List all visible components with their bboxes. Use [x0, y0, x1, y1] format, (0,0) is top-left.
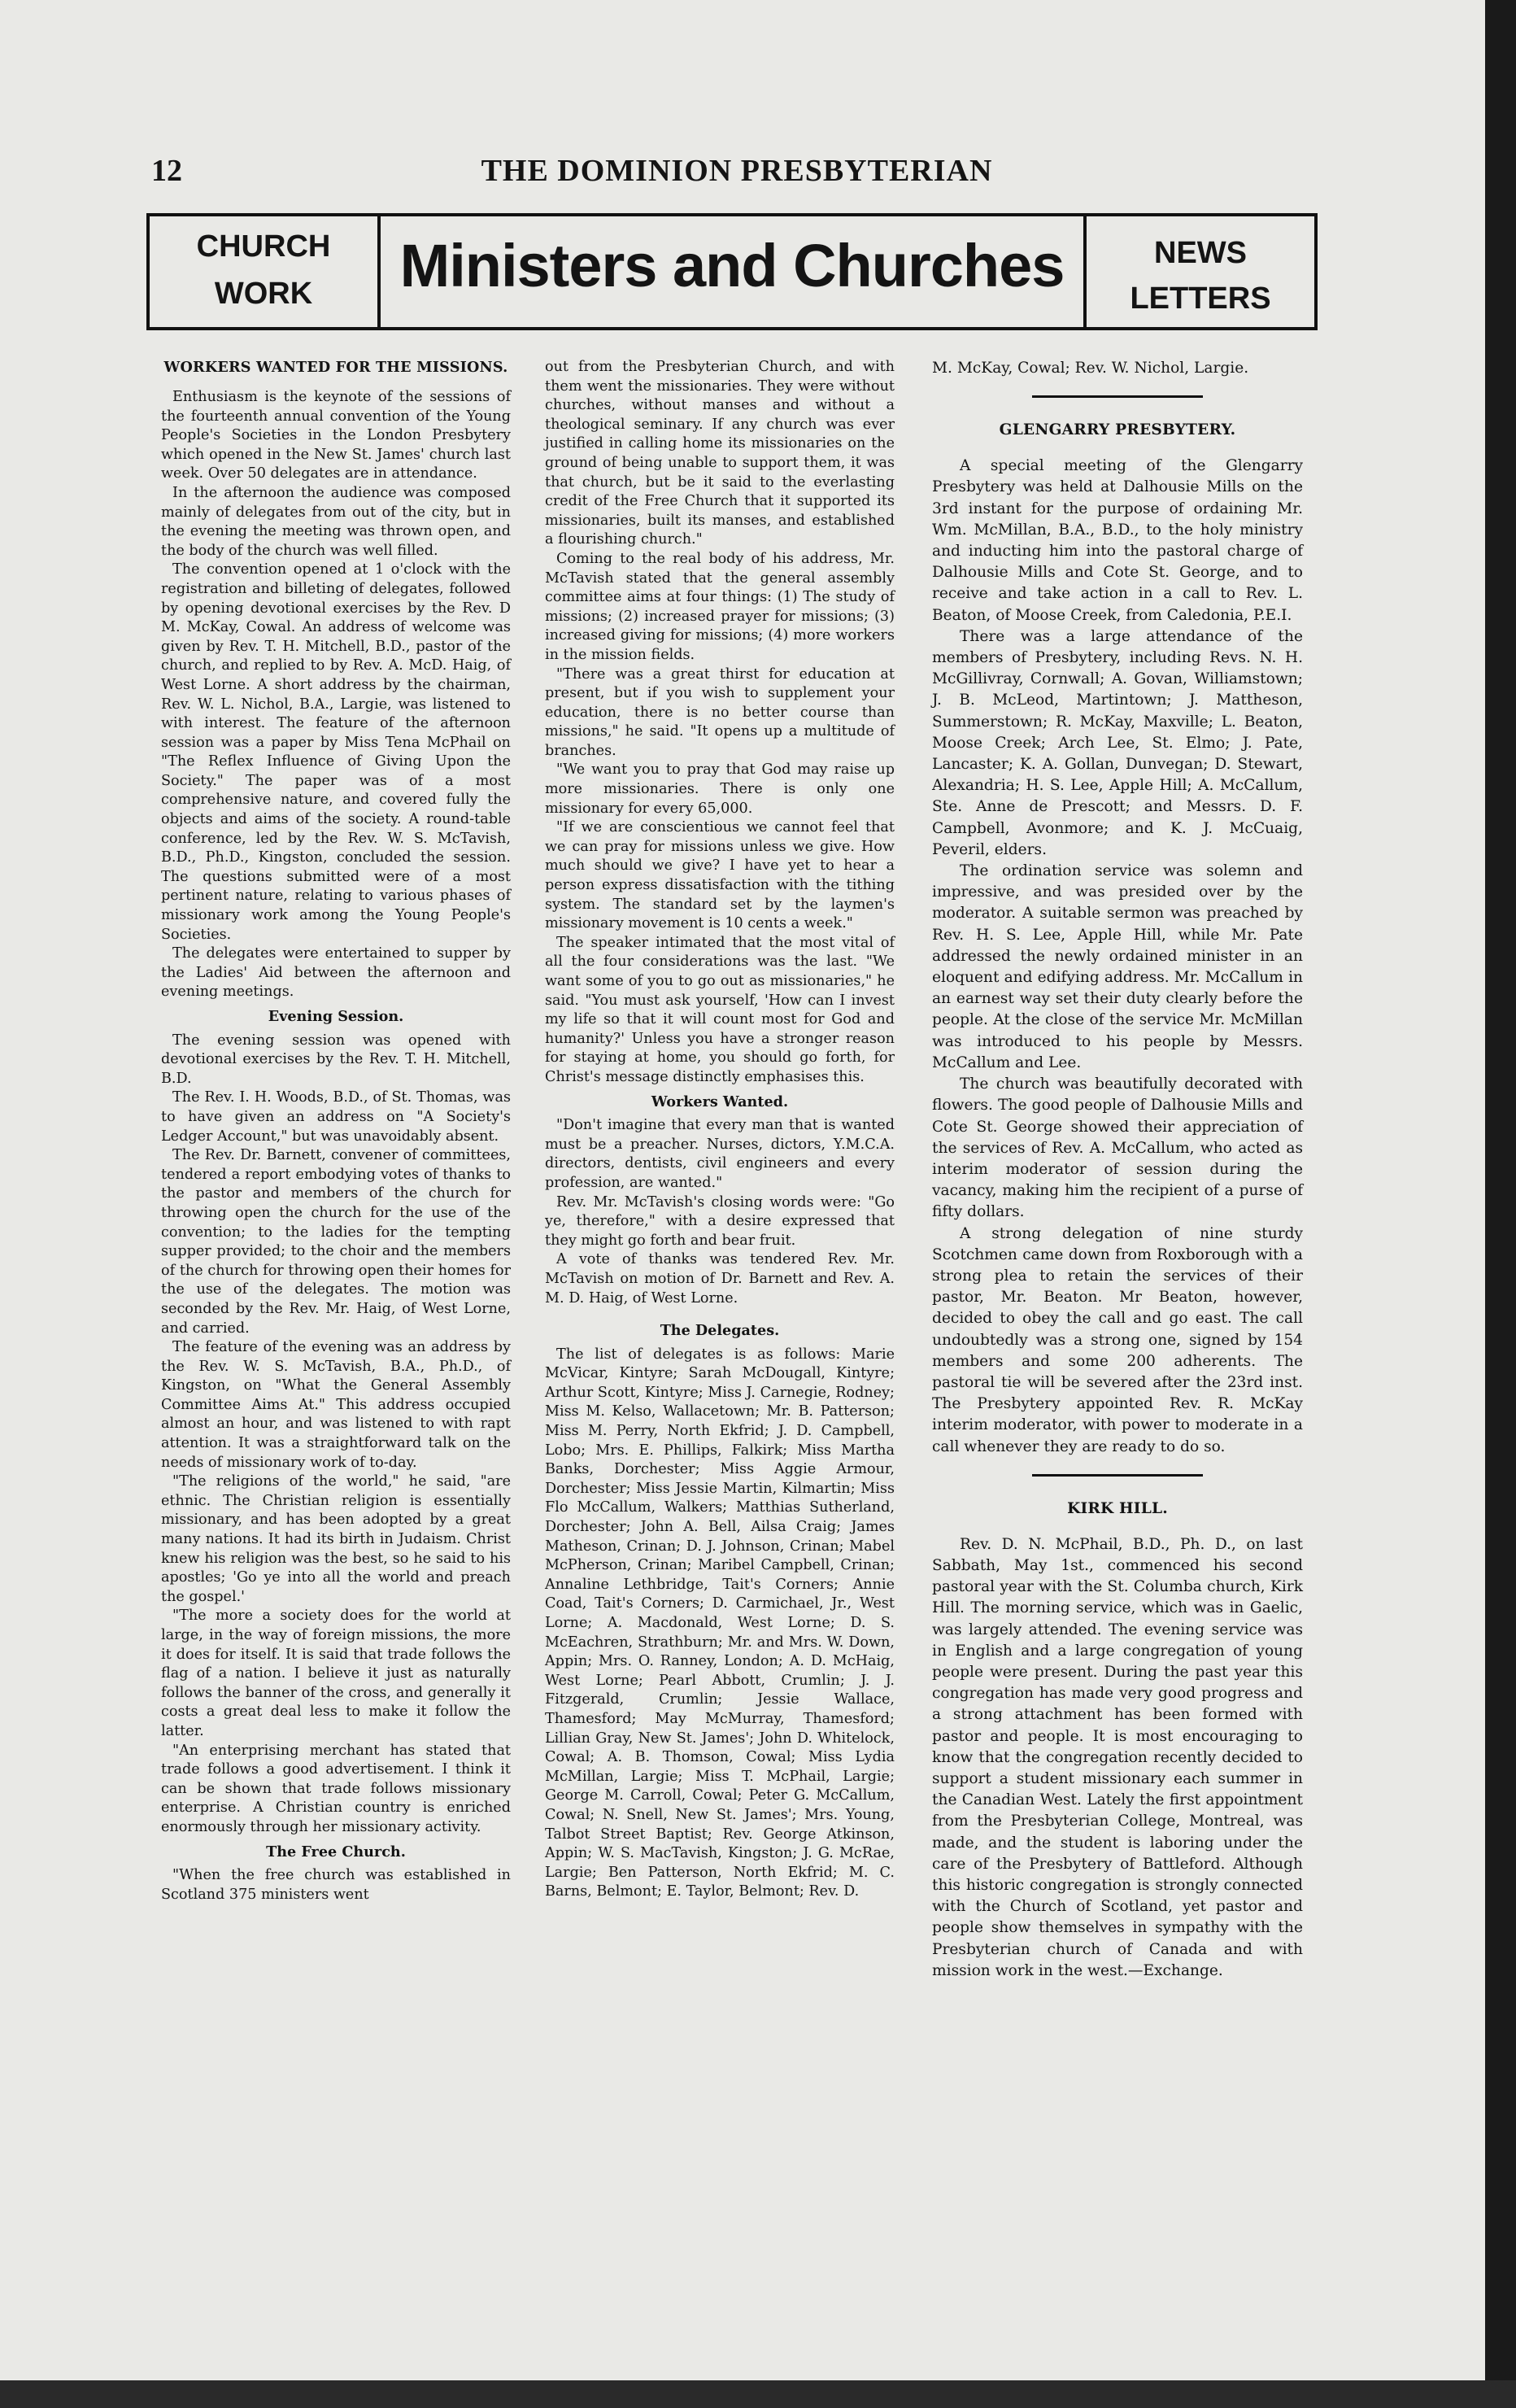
masthead-right-line1: NEWS — [1154, 236, 1247, 270]
paragraph: Rev. Mr. McTavish's closing words were: "Go ye, therefore," with a desire expressed that they might go forth and bear fruit. — [545, 1193, 895, 1249]
paragraph: A vote of thanks was tendered Rev. Mr. McTavish on motion of Dr. Barnett and Rev. A. M. D. Haig, of West Lorne. — [545, 1251, 895, 1307]
article-heading-kirk-hill: KIRK HILL. — [1067, 1499, 1168, 1517]
paragraph: The list of delegates is as follows: Marie McVicar, Kintyre; Sarah McDougall, Kintyre; Arthur Scott, Kintyre; Miss J. Carnegie, Rodney; Miss M. Kelso, Wallacetown; Mr. B. Patterson; Miss M. Perry, North Ekfrid; J. D. Campbell, Lobo; Mrs. E. Phillips, Falkirk; Miss Martha Banks, Dorchester; Miss Aggie Armour, Dorchester; Miss Jessie Martin, Kilmartin; Miss Flo McCallum, Walkers; Matthias Sutherland, Dorchester; John A. Bell, Ailsa Craig; James Matheson, Crinan; D. J. Johnson, Crinan; Mabel McPherson, Crinan; Maribel Campbell, Crinan; Annaline Lethbridge, Tait's Corners; Annie Coad, Tait's Corners; D. Carmichael, Jr., West Lorne; A. Macdonald, West Lorne; D. S. McEachren, Strathburn; Mr. and Mrs. W. Down, Appin; Mrs. O. Ranney, London; A. D. McHaig, West Lorne; Pearl Abbott, Crumlin; J. J. Fitzgerald, Crumlin; Jessie Wallace, Thamesford; May McMurray, Thamesford; Lillian Gray, New St. James'; John D. Whitelock, Cowal; A. B. Thomson, Cowal; Miss Lydia McMillan, Largie; Miss T. McPhail, Largie; George M. Carroll, Cowal; Peter G. McCallum, Cowal; N. Snell, New St. James'; Mrs. Young, Talbot Street Baptist; Rev. George Atkinson, Appin; W. S. MacTavish, Kingston; J. G. McRae, Largie; Ben Patterson, North Ekfrid; M. C. Barns, Belmont; E. Taylor, Belmont; Rev. D. — [545, 1346, 895, 1900]
paragraph: "An enterprising merchant has stated that trade follows a good advertisement. I think it can be shown that trade follows missionary enterprise. A Christian country is enriched enormously through her missionary activity. — [161, 1742, 511, 1835]
column-1 — [161, 358, 511, 1904]
paragraph: The feature of the evening was an address by the Rev. W. S. McTavish, B.A., Ph.D., of Kingston, on "What the General Assembly Committee Aims At." This address occupied almost an hour, and was listened to with rapt attention. It was a straightforward talk on the needs of missionary work of to-day. — [161, 1339, 511, 1471]
article-heading-workers-wanted: WORKERS WANTED FOR THE MISSIONS. — [163, 359, 508, 376]
paragraph: "If we are conscientious we cannot feel that we can pray for missions unless we give. How much should we give? I have yet to hear a person express dissatisfaction with the tithing system. The standard set by the laymen's missionary movement is 10 cents a week." — [545, 819, 895, 932]
paragraph: The church was beautifully decorated with flowers. The good people of Dalhousie Mills and Cote St. George showed their appreciation of the services of Rev. A. McCallum, who acted as interim moderator of session during the vacancy, making him the recipient of a purse of fifty dollars. — [932, 1075, 1303, 1221]
masthead-left-line2: WORK — [214, 277, 313, 311]
masthead-right-box — [1083, 216, 1314, 327]
page-number: 12 — [151, 154, 182, 188]
running-head — [151, 153, 1322, 198]
page-edge-shadow — [1485, 0, 1516, 2408]
paragraph: "The religions of the world," he said, "are ethnic. The Christian religion is essentially missionary, and has been adopted by a great many nations. It had its birth in Judaism. Christ knew his religion was the best, so he said to his apostles; 'Go ye into all the world and preach the gospel.' — [161, 1473, 511, 1605]
section-masthead — [146, 213, 1318, 330]
paragraph: M. McKay, Cowal; Rev. W. Nichol, Largie. — [932, 360, 1249, 377]
subheading-delegates: The Delegates. — [660, 1322, 780, 1340]
subheading-free-church: The Free Church. — [266, 1843, 406, 1861]
section-divider — [1032, 1474, 1203, 1477]
publication-title: THE DOMINION PRESBYTERIAN — [481, 154, 993, 188]
paragraph: The speaker intimated that the most vital of all the four considerations was the last. "We want some of you to go out as missionaries," he said. "You must ask yourself, 'How can I invest my life so that it will count most for God and humanity?' Unless you have a stronger reason for staying at home, you should go forth, for Christ's message distinctly emphasises this. — [545, 934, 895, 1085]
paragraph: "Don't imagine that every man that is wanted must be a preacher. Nurses, dictors, Y.M.C.A. directors, dentists, civil engineers and every profession, are wanted." — [545, 1117, 895, 1191]
paragraph: Coming to the real body of his address, Mr. McTavish stated that the general assembly committee aims at four things: (1) The study of missions; (2) increased prayer for missions; (3) increased giving for missions; (4) more workers in the mission fields. — [545, 550, 895, 663]
section-title: Ministers and Churches — [399, 232, 1065, 299]
masthead-right-line2: LETTERS — [1130, 281, 1271, 316]
paragraph: The convention opened at 1 o'clock with the registration and billeting of delegates, followed by opening devotional exercises by the Rev. D M. McKay, Cowal. An address of welcome was given by Rev. T. H. Mitchell, B.D., pastor of the church, and replied to by Rev. A. McD. Haig, of West Lorne. A short address by the chairman, Rev. W. L. Nichol, B.A., Largie, was listened to with interest. The feature of the afternoon session was a paper by Miss Tena McPhail on "The Reflex Influence of Giving Upon the Society." The paper was of a most comprehensive nature, and covered fully the objects and aims of the society. A round-table conference, led by the Rev. W. S. McTavish, B.D., Ph.D., Kingston, concluded the session. The questions submitted were of a most pertinent nature, relating to various phases of missionary work among the Young People's Societies. — [161, 561, 511, 943]
page-bottom-shadow — [0, 2380, 1516, 2408]
paragraph: The ordination service was solemn and impressive, and was presided over by the moderator. A suitable sermon was preached by Rev. H. S. Lee, Apple Hill, while Mr. Pate addressed the newly ordained minister in an eloquent and edifying address. Mr. McCallum in an earnest way set their duty clearly before the people. At the close of the service Mr. McMillan was introduced to his people by Messrs. McCallum and Lee. — [932, 862, 1303, 1071]
subheading-workers-wanted: Workers Wanted. — [651, 1093, 789, 1110]
paragraph: The Rev. Dr. Barnett, convener of committees, tendered a report embodying votes of thanks to the pastor and members of the church for throwing open the church for the use of the convention; to the ladies for the tempting supper provided; to the choir and the members of the church for throwing open their homes for the use of the delegates. The motion was seconded by the Rev. Mr. Haig, of West Lorne, and carried. — [161, 1147, 511, 1337]
paragraph: "There was a great thirst for education at present, but if you wish to supplement your education, there is no better course than missions," he said. "It opens up a multitude of branches. — [545, 665, 895, 759]
paragraph: A special meeting of the Glengarry Presbytery was held at Dalhousie Mills on the 3rd instant for the purpose of ordaining Mr. Wm. McMillan, B.A., B.D., to the holy ministry and inducting him into the pastoral charge of Dalhousie Mills and Cote St. George, and to receive and take action in a call to Rev. L. Beaton, of Moose Creek, from Caledonia, P.E.I. — [932, 457, 1303, 624]
paragraph: A strong delegation of nine sturdy Scotchmen came down from Roxborough with a strong plea to retain the services of their pastor, Mr. Beaton. Mr Beaton, however, decided to obey the call and go east. The call undoubtedly was a strong one, signed by 154 members and some 200 adherents. The pastoral tie will be severed after the 23rd inst. The Presbytery appointed Rev. R. McKay interim moderator, with power to moderate in a call whenever they are ready to do so. — [932, 1224, 1303, 1455]
column-3 — [932, 358, 1303, 1982]
paragraph: Rev. D. N. McPhail, B.D., Ph. D., on last Sabbath, May 1st., commenced his second pastoral year with the St. Columba church, Kirk Hill. The morning service, which was in Gaelic, was largely attended. The evening service was in English and a large congregation of young people were present. During the past year this congregation has made very good progress and a strong attachment has been formed with pastor and people. It is most encouraging to know that the congregation recently decided to support a student missionary each summer in the Canadian West. Lately the first appointment from the Presbyterian College, Montreal, was made, and the student is laboring under the care of the Presbytery of Battleford. Although this historic congregation is strongly connected with the Church of Scotland, yet pastor and people show themselves in sympathy with the Presbyterian church of Canada and with mission work in the west.—Exchange. — [932, 1535, 1303, 1979]
paragraph: There was a large attendance of the members of Presbytery, including Revs. N. H. McGillivray, Cornwall; A. Govan, Williamstown; J. B. McLeod, Martintown; J. Mattheson, Summerstown; R. McKay, Maxville; L. Beaton, Moose Creek; Arch Lee, St. Elmo; J. Pate, Lancaster; K. A. Gollan, Dunvegan; D. Stewart, Alexandria; H. S. Lee, Apple Hill; A. McCallum, Ste. Anne de Prescott; and Messrs. D. F. Campbell, Avonmore; and K. J. McCuaig, Peveril, elders. — [932, 627, 1303, 858]
subheading-evening-session: Evening Session. — [268, 1008, 404, 1025]
paragraph: "When the free church was established in Scotland 375 ministers went — [161, 1867, 511, 1903]
paragraph: "We want you to pray that God may raise up more missionaries. There is only one missionary for every 65,000. — [545, 761, 895, 817]
paragraph: The delegates were entertained to supper by the Ladies' Aid between the afternoon and evening meetings. — [161, 945, 511, 1001]
section-divider — [1032, 395, 1203, 398]
paragraph: In the afternoon the audience was composed mainly of delegates from out of the city, but in the evening the meeting was thrown open, and the body of the church was well filled. — [161, 484, 511, 559]
paragraph: Enthusiasm is the keynote of the sessions of the fourteenth annual convention of the Young People's Societies in the London Presbytery which opened in the New St. James' church last week. Over 50 delegates are in attendance. — [161, 389, 511, 482]
column-2 — [545, 358, 895, 1902]
masthead-left-box — [150, 216, 381, 327]
paragraph: The evening session was opened with devotional exercises by the Rev. T. H. Mitchell, B.D. — [161, 1032, 511, 1087]
article-heading-glengarry: GLENGARRY PRESBYTERY. — [999, 421, 1236, 439]
masthead-left-line1: CHURCH — [196, 229, 331, 264]
paragraph: out from the Presbyterian Church, and with them went the missionaries. They were without churches, without manses and without a theological seminary. If any church was ever justified in calling home its missionaries on the ground of being unable to support them, it was that church, but be it said to the everlasting credit of the Free Church that it supported its missionaries, built its manses, and established a flourishing church." — [545, 359, 895, 548]
paragraph: The Rev. I. H. Woods, B.D., of St. Thomas, was to have given an address on "A Society's Ledger Account," but was unavoidably absent. — [161, 1089, 511, 1145]
paragraph: "The more a society does for the world at large, in the way of foreign missions, the more it does for itself. It is said that trade follows the flag of a nation. I believe it just as naturally follows the banner of the cross, and generally it costs a great deal less to make it follow the latter. — [161, 1608, 511, 1739]
